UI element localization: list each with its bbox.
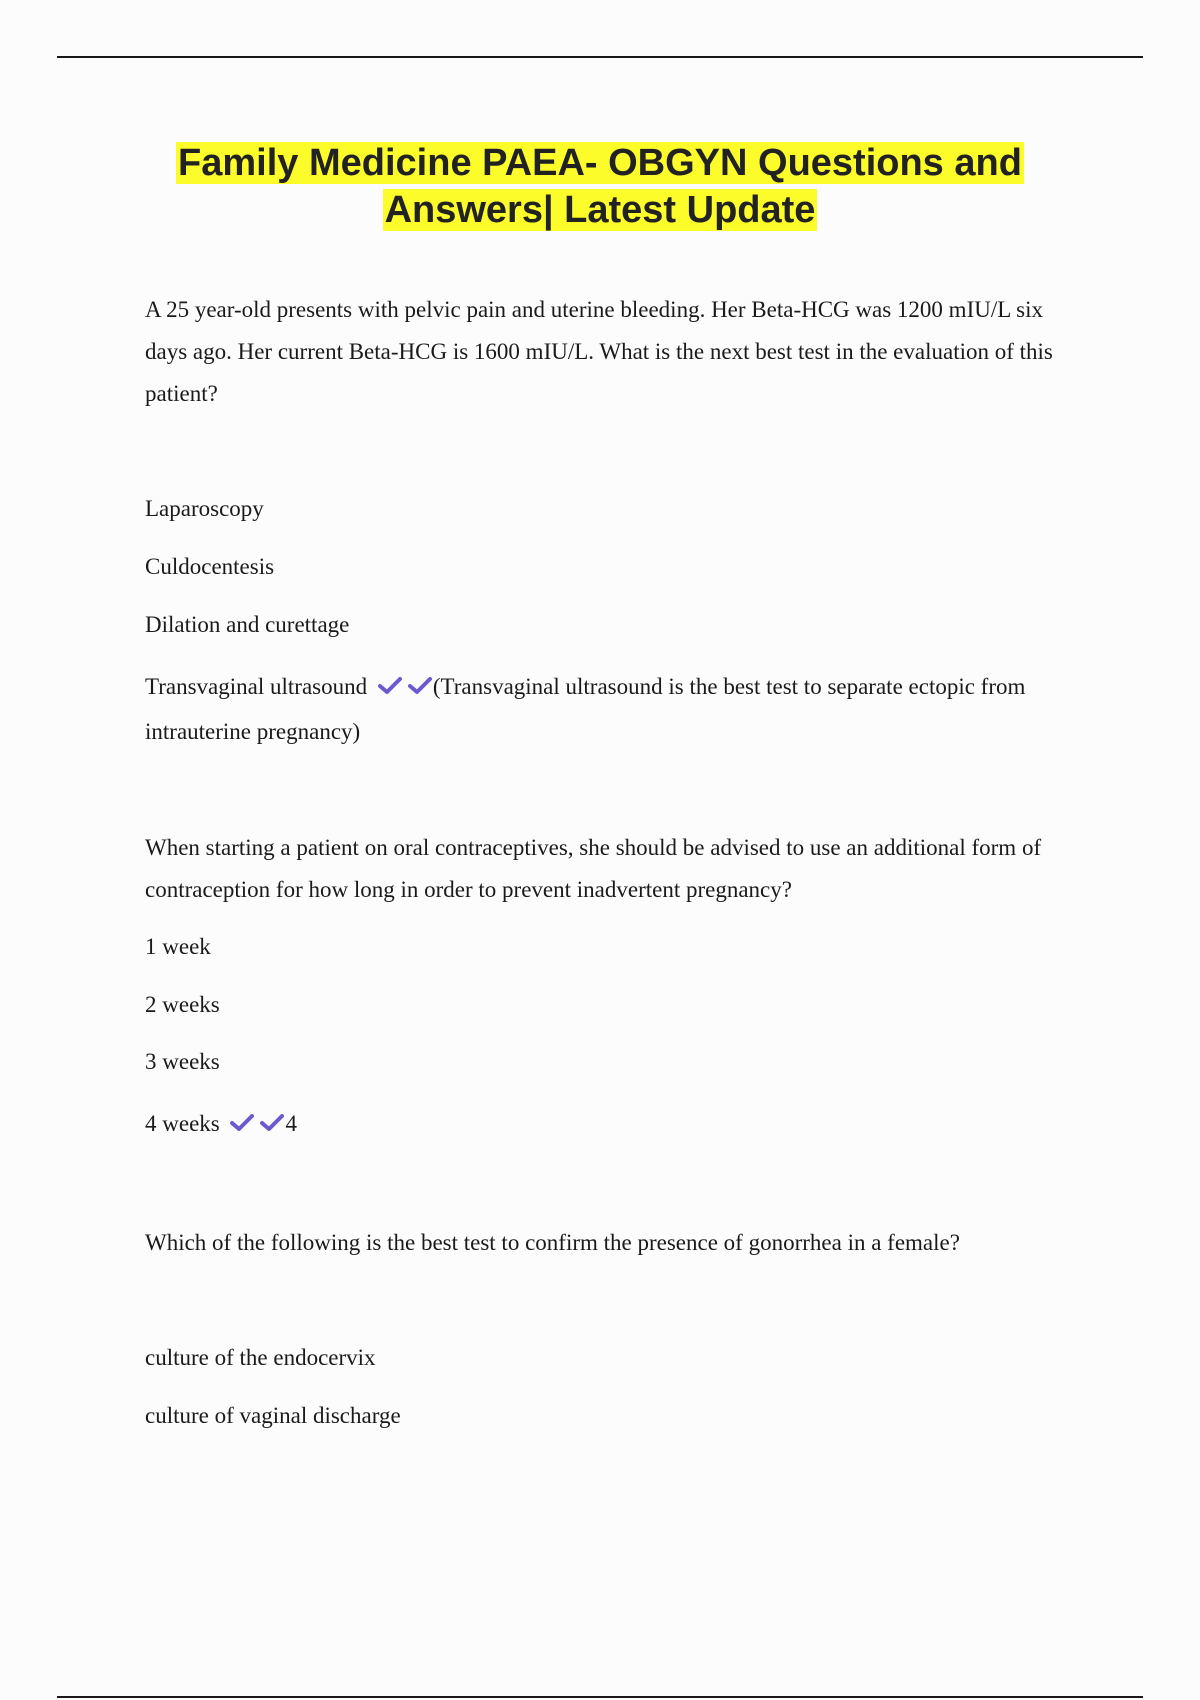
q1-answer-explanation-line-1: (Transvaginal ultrasound is the best test to separate ectopic from xyxy=(432,674,1026,699)
q1-answer-explanation-line-2: intrauterine pregnancy) xyxy=(145,719,361,744)
q2-option-4-answer xyxy=(145,1103,297,1145)
q2-option-2: 2 weeks xyxy=(145,992,220,1017)
q3-option-2: culture of vaginal discharge xyxy=(145,1403,401,1428)
q2-option-3: 3 weeks xyxy=(145,1049,220,1074)
document-title xyxy=(100,140,1100,234)
q1-option-4-label: Transvaginal ultrasound xyxy=(145,674,368,699)
q3-option-1: culture of the endocervix xyxy=(145,1345,376,1370)
q1-option-4-answer xyxy=(145,666,1025,708)
top-rule xyxy=(57,56,1143,58)
q1-option-3: Dilation and curettage xyxy=(145,612,350,637)
check-icon xyxy=(377,676,403,696)
bottom-rule xyxy=(57,1696,1143,1698)
question-1-text: A 25 year-old presents with pelvic pain and uterine bleeding. Her Beta-HCG was 1200 mIU/L six days ago. Her current Beta-HCG is 1600 mIU/L. What is the next best test in the evaluation of this patient? xyxy=(145,297,1053,406)
check-icon xyxy=(259,1113,285,1133)
q1-option-2: Culdocentesis xyxy=(145,554,275,579)
q1-option-1: Laparoscopy xyxy=(145,496,264,521)
q2-answer-note: 4 xyxy=(285,1111,297,1136)
check-icon xyxy=(407,676,433,696)
check-icon xyxy=(229,1113,255,1133)
question-3-text: Which of the following is the best test to confirm the presence of gonorrhea in a female? xyxy=(145,1230,960,1255)
title-line-2: Answers| Latest Update xyxy=(384,189,816,231)
q2-option-4-label: 4 weeks xyxy=(145,1111,220,1136)
title-line-1: Family Medicine PAEA- OBGYN Questions and xyxy=(178,142,1022,184)
q2-option-1: 1 week xyxy=(145,934,211,959)
question-2-text: When starting a patient on oral contraceptives, she should be advised to use an additional form of contraception for how long in order to prevent inadvertent pregnancy? xyxy=(145,835,1042,902)
